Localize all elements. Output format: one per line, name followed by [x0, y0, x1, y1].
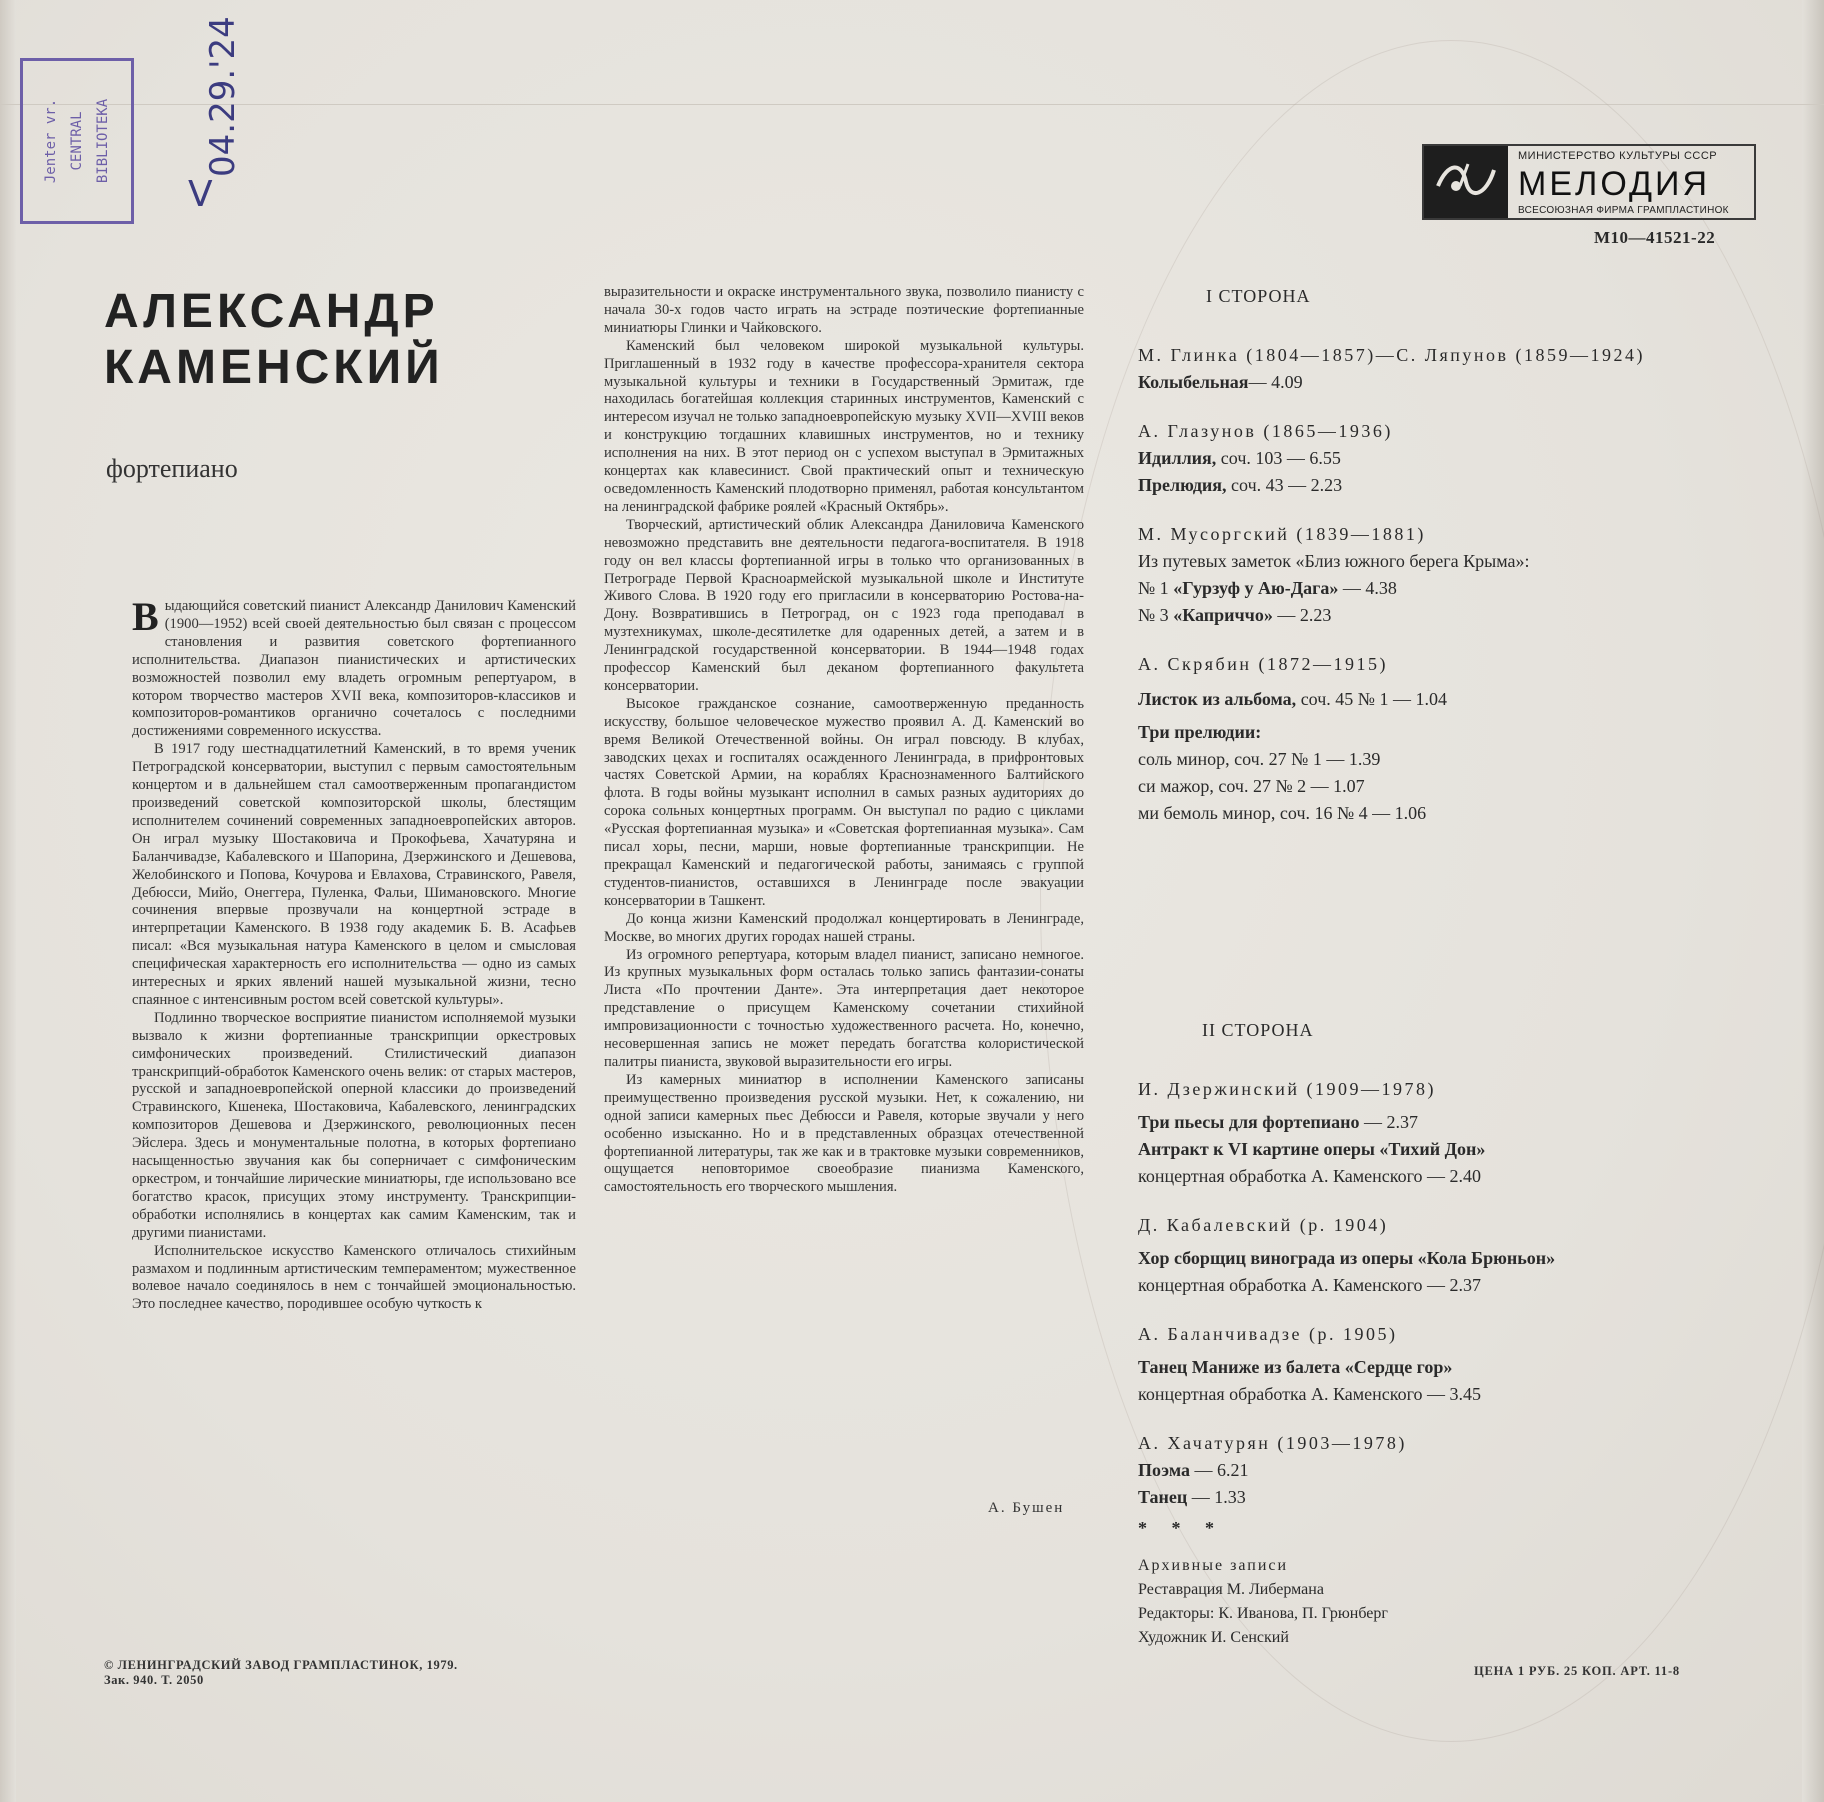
composer-line: А. Глазунов (1865—1936): [1138, 421, 1393, 441]
side-1-tracklist: [1138, 342, 1758, 849]
artist-last-name: КАМЕНСКИЙ: [104, 341, 444, 394]
track-group: [1138, 1212, 1758, 1299]
track-line: концертная обработка А. Каменского — 2.37: [1138, 1275, 1482, 1295]
artist-first-name: АЛЕКСАНДР: [104, 285, 439, 338]
section-separator: * * *: [1138, 1518, 1224, 1538]
track-line: № 1 «Гурзуф у Аю-Дага» — 4.38: [1138, 578, 1397, 598]
track-group: [1138, 342, 1758, 396]
instrument-label: фортепиано: [106, 454, 238, 483]
track-line: Антракт к VI картине оперы «Тихий Дон»: [1138, 1139, 1486, 1159]
library-stamp: [20, 58, 134, 224]
composer-line: М. Глинка (1804—1857)—С. Ляпунов (1859—1924): [1138, 345, 1646, 365]
track-group: [1138, 521, 1758, 629]
essay-paragraph: Из огромного репертуара, которым владел пианист, записано немногое. Из крупных музыкальных форм осталась только запись фантазии-сонаты Листа «По прочтении Данте». Эта интерпретация дает некоторое представление о присущем Каменскому сочетании стихийной импровизационности с точностью художественного расчета. Но, конечно, несовершенная запись не может передать богатства колористической палитры пианиста, звуковой выразительности его игры.: [604, 946, 1084, 1070]
footer-copyright: © ЛЕНИНГРАДСКИЙ ЗАВОД ГРАМПЛАСТИНОК, 1979.: [104, 1658, 458, 1672]
track-line: Прелюдия, соч. 43 — 2.23: [1138, 475, 1343, 495]
composer-line: Д. Кабалевский (р. 1904): [1138, 1215, 1389, 1235]
track-line: № 3 «Каприччо» — 2.23: [1138, 605, 1332, 625]
essay-column-1: [132, 594, 576, 1314]
composer-line: А. Хачатурян (1903—1978): [1138, 1433, 1407, 1453]
credits-editors: Редакторы: К. Иванова, П. Грюнберг: [1138, 1605, 1388, 1622]
credits-restoration: Реставрация М. Либермана: [1138, 1581, 1324, 1598]
side-1-title: I СТОРОНА: [1206, 286, 1311, 306]
credits: [1138, 1554, 1758, 1650]
essay-author: А. Бушен: [988, 1500, 1065, 1516]
melodiya-emblem-icon: [1424, 146, 1508, 218]
logo-brand-name: МЕЛОДИЯ: [1518, 164, 1711, 203]
essay-paragraph: Выдающийся советский пианист Александр Данилович Каменский (1900—1952) всей своей деятельностью был связан с процессом становления и развития советского фортепианного исполнительства. Диапазон пианистических и артистических возможностей позволил ему владеть огромным репертуаром, в котором творчество мастеров XVII века, композиторов-классиков и композиторов-романтиков органично сочеталось с последними достижениями современного искусства.: [132, 594, 576, 740]
essay-paragraph: выразительности и окраске инструментального звука, позволило пианисту с начала 30-х годов часто играть на эстраде поэтические фортепианные миниатюры Глинки и Чайковского.: [604, 284, 1084, 336]
sleeve-left-edge: [0, 0, 16, 1802]
handwritten-date: 04.29.'24: [203, 16, 243, 177]
track-line: Танец Маниже из балета «Сердце гор»: [1138, 1357, 1453, 1377]
footer-price: ЦЕНА 1 РУБ. 25 КОП. АРТ. 11-8: [1474, 1664, 1680, 1678]
track-intro: Из путевых заметок «Близ южного берега Крыма»:: [1138, 551, 1530, 571]
melodiya-logo: [1422, 144, 1756, 220]
artist-name: [104, 284, 444, 396]
handwritten-note: [148, 16, 243, 226]
essay-paragraph: В 1917 году шестнадцатилетний Каменский, в то время ученик Петроградской консерватории, выступил с первым самостоятельным концертом и в дальнейшем стал самоотверженным пропагандистом произведений советской композиторской школы, блестящим исполнителем сочинений современных западноевропейских авторов. Он играл музыку Шостаковича и Прокофьева, Хачатуряна и Баланчивадзе, Кабалевского и Шапорина, Дзержинского и Дешевова, Желобинского и Попова, Кочурова и Евлахова, Стравинского, Равеля, Дебюсси, Мийо, Онеггера, Пуленка, Фальи, Шимановского. Многие сочинения впервые прозвучали на концертной эстраде в интерпретации Каменского. В 1938 году академик Б. В. Асафьев писал: «Вся музыкальная натура Каменского в целом и смысловая специфическая характерность его исполнительства — одно из самых интересных и ярких явлений нашей музыкальной жизни, тесно спаянное с интенсивным ростом всей советской культуры».: [132, 741, 576, 1008]
track-line: концертная обработка А. Каменского — 2.40: [1138, 1166, 1482, 1186]
track-line: концертная обработка А. Каменского — 3.45: [1138, 1384, 1482, 1404]
credits-artist: Художник И. Сенский: [1138, 1629, 1289, 1646]
track-line: ми бемоль минор, соч. 16 № 4 — 1.06: [1138, 803, 1427, 823]
logo-company-text: ВСЕСОЮЗНАЯ ФИРМА ГРАМПЛАСТИНОК: [1518, 205, 1729, 216]
essay-paragraph: Творческий, артистический облик Александра Даниловича Каменского невозможно представить вне деятельности педагога-воспитателя. В 1918 году он вел классы фортепианной игры в только что организованных в Петрограде Первой Красноармейской музыкальной школе и Институте Живого Слова. В 1920 году его пригласили в консерваторию Ростова-на-Дону. Возвратившись в Петроград, он с 1923 года преподавал в музтехникумах, школе-десятилетке для одаренных детей, а затем и в Ленинградской государственной консерватории. В 1944—1948 годах профессор Каменский был деканом фортепианного факультета консерватории.: [604, 516, 1084, 694]
track-line: Идиллия, соч. 103 — 6.55: [1138, 448, 1341, 468]
track-line: Хор сборщиц винограда из оперы «Кола Брюньон»: [1138, 1248, 1556, 1268]
track-group: [1138, 1076, 1758, 1190]
essay-paragraph: Исполнительское искусство Каменского отличалось стихийным размахом и подлинным артистическим темпераментом; мужественное волевое начало соединялось в нем с тончайшей эмоциональностью. Это последнее качество, породившее особую чуткость к: [132, 1242, 576, 1313]
track-line: Три пьесы для фортепиано — 2.37: [1138, 1112, 1418, 1132]
side-2-tracklist: [1138, 1076, 1758, 1650]
footer-publisher: [104, 1658, 458, 1688]
track-line: Листок из альбома, соч. 45 № 1 — 1.04: [1138, 689, 1447, 709]
essay-paragraph: Каменский был человеком широкой музыкальной культуры. Приглашенный в 1932 году в качестве профессора-хранителя сектора музыкальной культуры и техники в Государственный Эрмитаж, где находилась богатейшая коллекция старинных инструментов, Каменский с интересом изучал не только западноевропейскую музыку XVII—XVIII веков и конструкцию тогдашних клавишных инструментов, но и технику исполнения на них. В этот период он с успехом выступал в Эрмитажных концертах как клавесинист. Свой практический опыт и техническую осведомленность Каменский плодотворно применял, работая консультантом на ленинградской фабрике роялей «Красный Октябрь».: [604, 337, 1084, 515]
essay-paragraph: Из камерных миниатюр в исполнении Каменского записаны преимущественно произведения русской музыки. Нет, к сожалению, ни одной записи камерных пьес Дебюсси и Равеля, которые звучали у него особенно изысканно. Но и в представленных образцах отечественной фортепианной литературы, так же как и в трактовке музыки современников, ощущается неповторимое своеобразие пианизма Каменского, самостоятельность его творческого мышления.: [604, 1071, 1084, 1196]
credits-archive: Архивные записи: [1138, 1557, 1289, 1574]
track-line: соль минор, соч. 27 № 1 — 1.39: [1138, 749, 1381, 769]
handwritten-mark: V: [188, 174, 213, 215]
track-line: Колыбельная— 4.09: [1138, 372, 1303, 392]
track-line: Танец — 1.33: [1138, 1487, 1246, 1507]
stamp-line: Jenter vr.: [43, 98, 59, 184]
logo-ministry-text: МИНИСТЕРСТВО КУЛЬТУРЫ СССР: [1518, 150, 1718, 162]
track-group: [1138, 651, 1758, 827]
track-group: [1138, 1321, 1758, 1408]
composer-line: А. Баланчивадзе (р. 1905): [1138, 1324, 1398, 1344]
essay-paragraph: Высокое гражданское сознание, самоотверженную преданность искусству, большое человеческое мужество проявил А. Д. Каменский во время Великой Отечественной войны. Он играл повсюду. В клубах, заводских цехах и госпиталях осажденного Ленинграда, в прифронтовых частях Советской Армии, на кораблях Краснознаменного Балтийского флота. В годы войны музыкант исполнил в самых разных аудиториях до сорока сольных концертных программ. Он выступал по радио с циклами «Русская фортепианная музыка» и «Советская фортепианная музыка». Сам писал хоры, песни, марши, новые фортепианные транскрипции. Не прекращал Каменский и педагогической работы, занимаясь с группой студентов-пианистов, оставшихся в Ленинграде после эвакуации консерватории в Ташкент.: [604, 695, 1084, 909]
track-group: [1138, 1430, 1758, 1511]
essay-column-2: [604, 284, 1084, 1197]
stamp-line: CENTRAL: [69, 111, 85, 171]
side-2-title: II СТОРОНА: [1202, 1020, 1314, 1040]
essay-paragraph: Подлинно творческое восприятие пианистом исполняемой музыки вызвало к жизни фортепианные транскрипции оркестровых симфонических произведений. Стилистический диапазон транскрипций-обработок Каменского очень велик: от старых мастеров, русской и западноевропейской оперной классики до произведений Стравинского, Кшенека, Шостаковича, Кабалевского, ленинградских композиторов Дешевова и Дзержинского, революционных песен Эйслера. Здесь и монументальные полотна, в которых фортепиано насыщенностью звучания как бы соперничает с симфоническим оркестром, и тончайшие лирические миниатюры, где использовано все богатство красок, присущих этому инструменту. Транскрипции-обработки исполнялись в концертах как самим Каменским, так и другими пианистами.: [132, 1009, 576, 1241]
composer-line: М. Мусоргский (1839—1881): [1138, 524, 1426, 544]
catalog-number: М10—41521-22: [1594, 228, 1716, 247]
drop-cap: В: [132, 594, 159, 639]
composer-line: И. Дзержинский (1909—1978): [1138, 1079, 1437, 1099]
footer-order-number: Зак. 940. Т. 2050: [104, 1673, 204, 1687]
essay-paragraph: До конца жизни Каменский продолжал концертировать в Ленинграде, Москве, во многих других городах нашей страны.: [604, 910, 1084, 945]
composer-line: А. Скрябин (1872—1915): [1138, 654, 1388, 674]
track-line: Поэма — 6.21: [1138, 1460, 1249, 1480]
track-line: си мажор, соч. 27 № 2 — 1.07: [1138, 776, 1365, 796]
track-group: [1138, 418, 1758, 499]
track-line: Три прелюдии:: [1138, 722, 1262, 742]
stamp-line: BIBLIOTEKA: [95, 98, 111, 184]
